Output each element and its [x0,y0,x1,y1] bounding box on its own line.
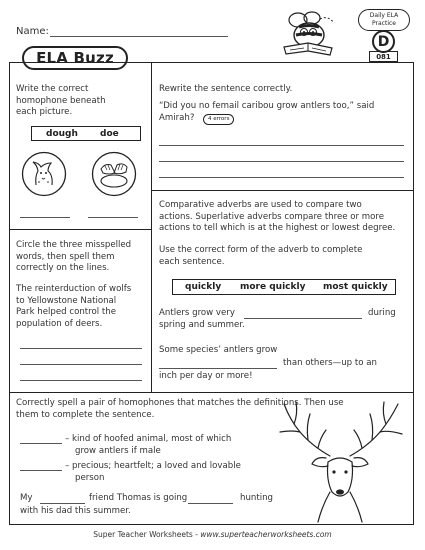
q1-answer-line-2[interactable] [88,217,138,218]
badge-top-text: Daily ELA [369,12,399,19]
footer-text: Super Teacher Worksheets - [93,530,201,539]
deer-fawn-picture [21,151,67,197]
column-divider-top [151,62,152,392]
q1-word-bank [31,126,141,141]
q3-passage: The reinterduction of wolfs to Yellowstone National Park helped control the population of deers. [16,284,132,329]
q5-sentence-mid: friend Thomas is going [89,493,188,503]
bee-reading-book-icon [268,7,358,62]
q2-instructions: Rewrite the sentence correctly. [159,84,293,94]
footer-url-link[interactable]: www.superteacherworksheets.com [200,530,332,539]
q5-blank-2[interactable] [20,470,62,471]
q4-instructions: Use the correct form of the adverb to complete each sentence. [159,245,363,267]
word-bank-item: quickly [185,282,222,292]
name-label: Name: [16,26,49,37]
q5-sentence-last: with his dad this summer. [20,506,131,516]
q3-instructions: Circle the three misspelled words, then spell them correctly on the lines. [16,240,132,273]
badge-letter: D [377,33,390,50]
badge-number: 081 [376,52,391,61]
q2-answer-line-3[interactable] [159,177,404,178]
q1-q3-divider [9,229,151,230]
daily-practice-badge [358,9,410,31]
q2-q4-divider [151,190,414,191]
word-bank-item: doe [100,128,119,139]
q5-blank-4[interactable] [188,503,233,504]
q4-blank-1[interactable] [244,318,362,319]
q4-sentence1-end: spring and summer. [159,320,245,330]
q4-sentence2-mid: than others—up to an [283,358,377,368]
q3-answer-line-3[interactable] [20,380,142,381]
page-title: ELA Buzz [36,49,114,67]
q4-sentence2-end: inch per day or more! [159,371,253,381]
word-bank-item: most quickly [323,282,388,292]
q5-divider [9,392,414,393]
q1-instructions: Write the correct homophone beneath each picture. [16,84,106,117]
errors-badge: 4 errors [203,114,234,125]
word-bank-item: more quickly [240,282,306,292]
name-line[interactable] [50,36,228,37]
badge-number-box [369,51,398,62]
deer-with-antlers-picture [270,396,410,524]
q4-sentence1-mid: during [368,308,396,318]
q3-answer-line-2[interactable] [20,364,142,365]
q2-answer-line-1[interactable] [159,145,404,146]
q4-sentence2-start: Some species’ antlers grow [159,345,278,355]
q3-answer-line-1[interactable] [20,348,142,349]
word-bank-item: dough [46,128,78,139]
q5-instructions: Correctly spell a pair of homophones that matches the definitions. Then use them to complete the sentence. [16,398,344,420]
badge-letter-circle [372,30,395,53]
q2-answer-line-2[interactable] [159,161,404,162]
q4-sentence1-start: Antlers grow very [159,308,235,318]
q5-definition-1: – kind of hoofed animal, most of which grow antlers if male [65,434,232,456]
hands-kneading-dough-picture [91,151,137,197]
q5-sentence-end: hunting [240,493,273,503]
footer [0,530,425,539]
badge-mid-text: Practice [372,20,396,27]
q5-blank-1[interactable] [20,443,62,444]
q5-sentence-start: My [20,493,33,503]
q4-intro: Comparative adverbs are used to compare two actions. Superlative adverbs compare three or more actions to tell which is at the highest or lowest degree. [159,200,396,233]
q1-answer-line-1[interactable] [20,217,70,218]
q4-blank-2[interactable] [159,368,277,369]
q2-sentence: “Did you no femail caribou grow antlers too,” said Amirah? [159,101,375,123]
q5-definition-2: – precious; heartfelt; a loved and lovable person [65,461,241,483]
q5-blank-3[interactable] [40,503,85,504]
q4-word-bank [172,279,396,295]
